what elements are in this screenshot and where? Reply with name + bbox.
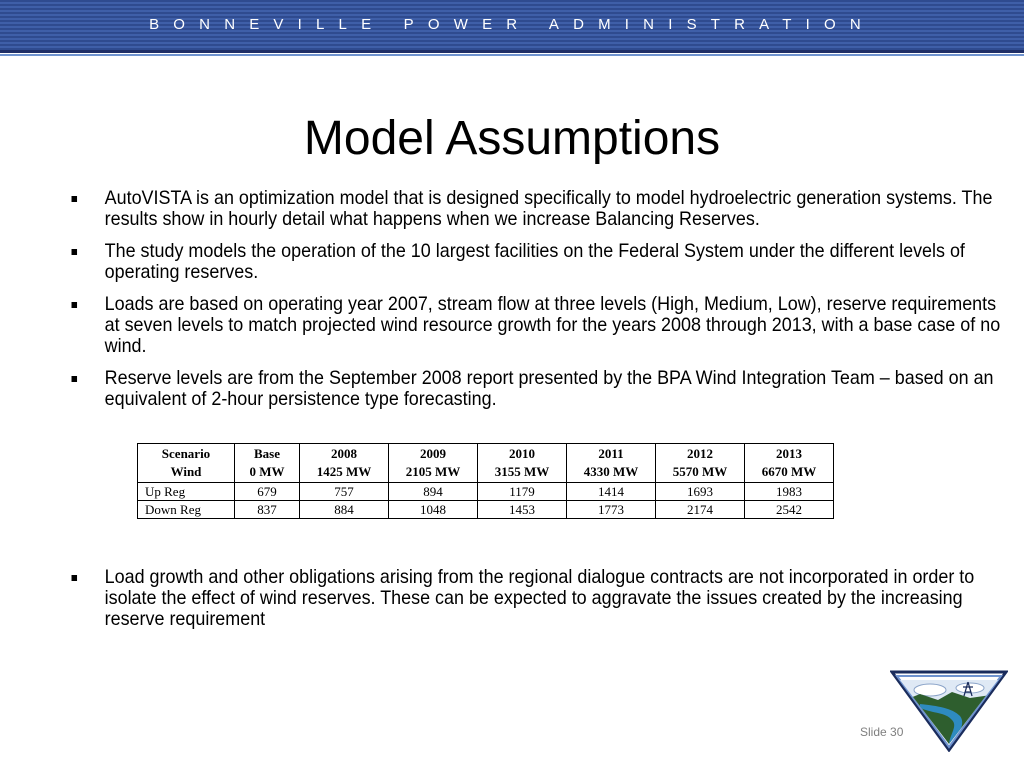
column-header: Base 0 MW <box>235 444 300 483</box>
bullet-item: Reserve levels are from the September 2008 report presented by the BPA Wind Integration Team – based on an equivalent of 2-hour persistence type forecasting. <box>66 368 1015 410</box>
bullet-item: Load growth and other obligations arising from the regional dialogue contracts are not incorporated in order to isolate the effect of wind reserves. These can be expected to aggravate the issues created by the increasing reserve requirement <box>66 567 1015 630</box>
table-cell: 1693 <box>656 483 745 501</box>
bullet-list <box>66 187 1001 421</box>
header-divider <box>0 50 1024 53</box>
table-cell: 2542 <box>745 501 834 519</box>
column-header: 2008 1425 MW <box>300 444 389 483</box>
table-cell: 2174 <box>656 501 745 519</box>
header-org-name: BONNEVILLE POWER ADMINISTRATION <box>149 16 875 33</box>
bullet-list-closing <box>66 567 976 641</box>
column-header: 2011 4330 MW <box>567 444 656 483</box>
table-cell: 1179 <box>478 483 567 501</box>
table-row <box>138 501 834 519</box>
table-cell: 894 <box>389 483 478 501</box>
column-header: 2013 6670 MW <box>745 444 834 483</box>
column-header: 2009 2105 MW <box>389 444 478 483</box>
table-cell: 1983 <box>745 483 834 501</box>
row-label: Down Reg <box>138 501 235 519</box>
table-cell: 679 <box>235 483 300 501</box>
bullet-item: The study models the operation of the 10 largest facilities on the Federal System under the different levels of operating reserves. <box>66 241 1015 283</box>
bpa-logo-icon <box>890 668 1008 752</box>
bullet-item: Loads are based on operating year 2007, stream flow at three levels (High, Medium, Low), reserve requirements at seven levels to match projected wind resource growth for the years 2008 through 2013, with a base case of no wind. <box>66 294 1015 357</box>
table-cell: 1414 <box>567 483 656 501</box>
table-cell: 884 <box>300 501 389 519</box>
table-cell: 757 <box>300 483 389 501</box>
row-label: Up Reg <box>138 483 235 501</box>
header-divider-light <box>0 54 1024 56</box>
table-cell: 837 <box>235 501 300 519</box>
table-cell: 1048 <box>389 501 478 519</box>
slide-number: Slide 30 <box>860 725 904 739</box>
slide-title: Model Assumptions <box>303 112 721 165</box>
column-header: Scenario Wind <box>138 444 235 483</box>
column-header: 2010 3155 MW <box>478 444 567 483</box>
table-header-row <box>138 444 834 483</box>
table-cell: 1773 <box>567 501 656 519</box>
reserve-levels-table <box>137 443 834 519</box>
table-row <box>138 483 834 501</box>
bullet-item: AutoVISTA is an optimization model that is designed specifically to model hydroelectric generation systems. The results show in hourly detail what happens when we increase Balancing Reserves. <box>66 188 1015 230</box>
column-header: 2012 5570 MW <box>656 444 745 483</box>
table-cell: 1453 <box>478 501 567 519</box>
